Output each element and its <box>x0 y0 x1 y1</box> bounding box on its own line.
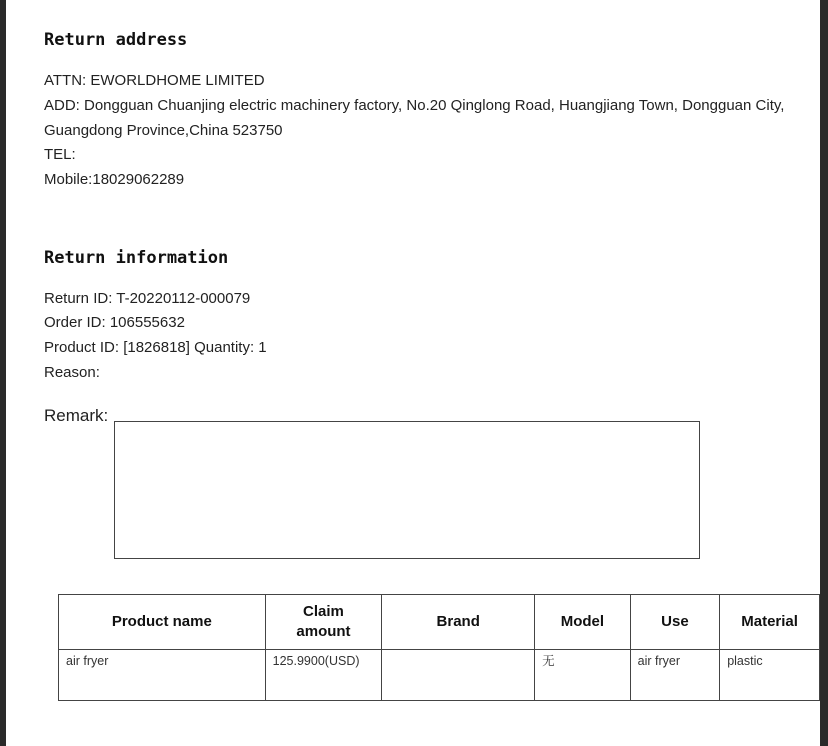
mobile-line: Mobile:18029062289 <box>44 171 185 188</box>
table-header-row <box>59 595 820 650</box>
cell-product-name: air fryer <box>59 650 266 701</box>
tel-line: TEL: <box>44 146 76 163</box>
cell-claim-amount <box>265 650 382 701</box>
cell-material: plastic <box>720 650 820 701</box>
header-claim-amount-text: Claim amount <box>296 603 351 640</box>
remark-box <box>114 421 700 559</box>
cell-brand <box>382 650 535 701</box>
header-material: Material <box>720 595 820 650</box>
attn-line: ATTN: EWORLDHOME LIMITED <box>44 72 265 89</box>
document-page <box>6 0 820 746</box>
table-row <box>59 650 820 701</box>
cell-claim-amount-text: 125.9900(USD) <box>272 654 360 668</box>
address-line: ADD: Dongguan Chuanjing electric machinery factory, No.20 Qinglong Road, Huangjiang Town, Dongguan City, Guangdong Province,China 523750 <box>44 97 785 139</box>
products-table <box>58 594 820 701</box>
cell-model: 无 <box>535 650 631 701</box>
return-information-heading: Return information <box>44 248 229 268</box>
cell-use: air fryer <box>630 650 720 701</box>
product-id-line: Product ID: [1826818] Quantity: 1 <box>44 339 267 356</box>
return-id-line: Return ID: T-20220112-000079 <box>44 290 251 307</box>
header-product-name: Product name <box>59 595 266 650</box>
order-id-line: Order ID: 106555632 <box>44 314 185 331</box>
remark-label: Remark: <box>44 406 109 425</box>
header-use: Use <box>630 595 720 650</box>
reason-line: Reason: <box>44 364 100 381</box>
header-model: Model <box>535 595 631 650</box>
header-claim-amount <box>265 595 382 650</box>
header-brand: Brand <box>382 595 535 650</box>
return-address-heading: Return address <box>44 30 188 50</box>
